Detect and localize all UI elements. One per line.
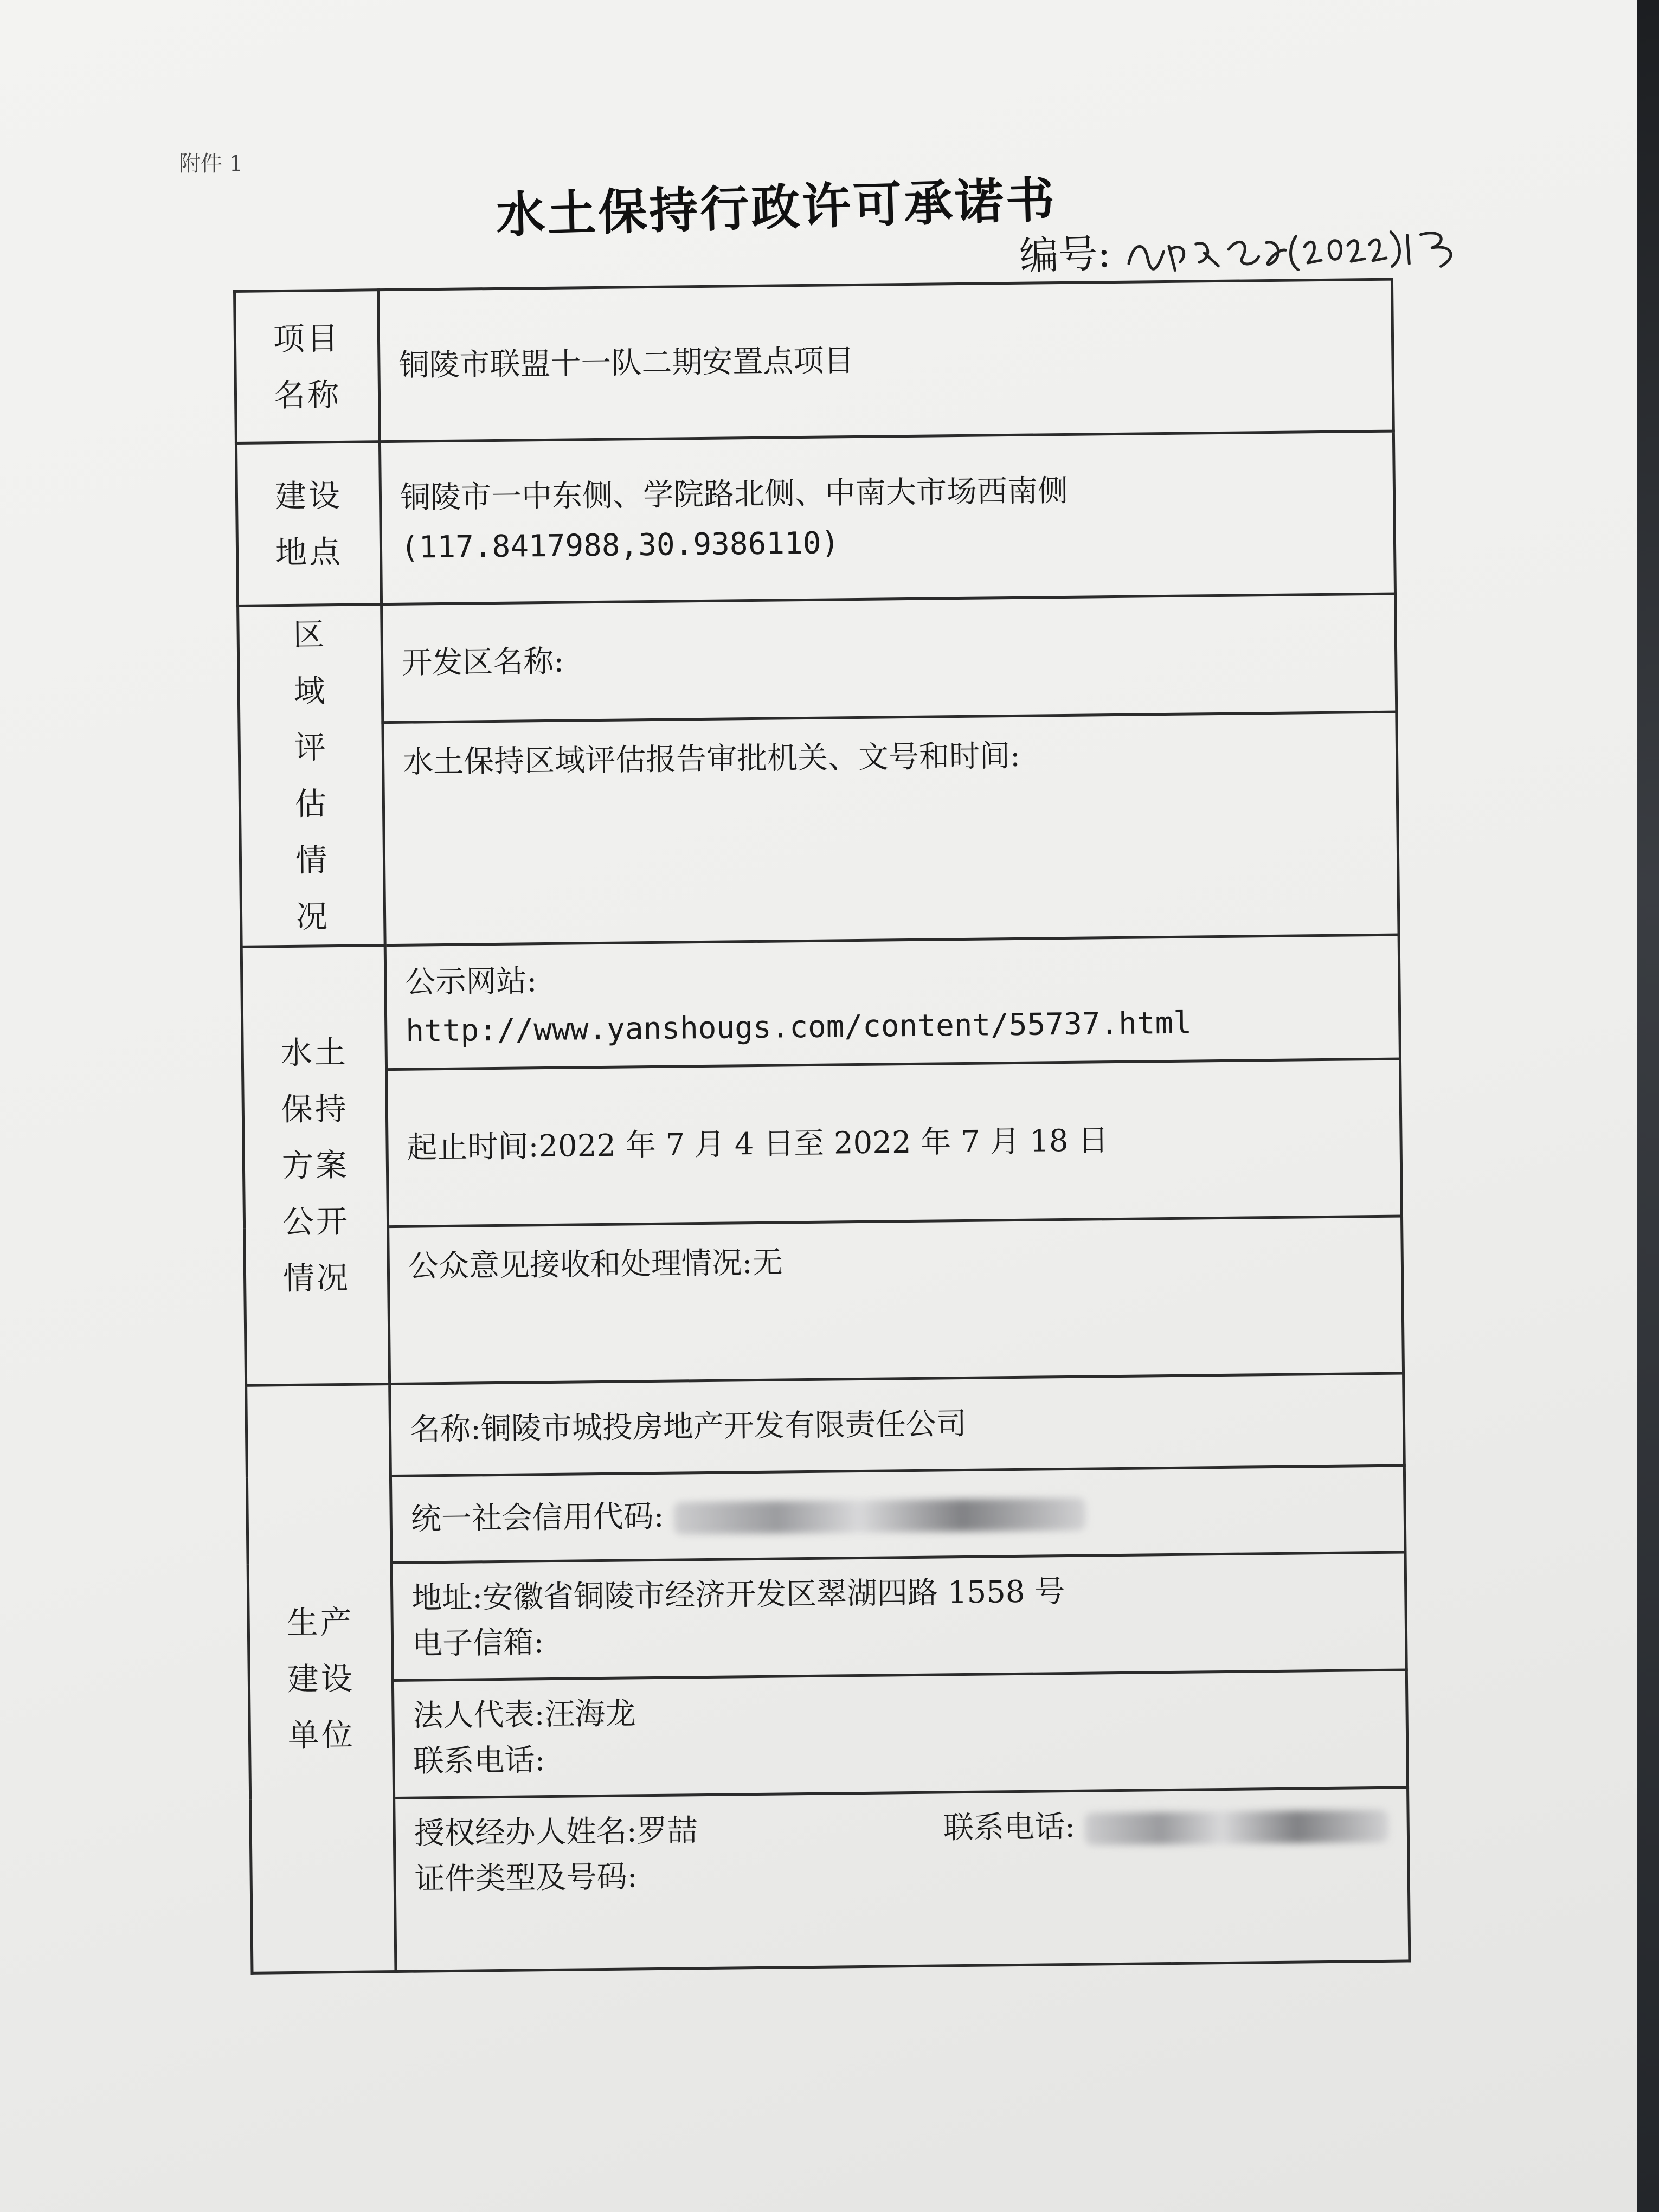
permit-form [233,278,1411,1975]
row-public-opinion [245,1216,1404,1385]
number-label: 编号: [1018,230,1112,279]
background-surface [1637,0,1659,2212]
redacted-agent-phone [1084,1809,1388,1845]
row-address [248,1552,1406,1682]
value-period [387,1059,1402,1227]
report-label: 水土保持区域评估报告审批机关、文号和时间: [402,738,1021,781]
row-project-name [235,279,1394,443]
project-name-text: 铜陵市联盟十一队二期安置点项目 [398,343,854,383]
email-label: 电子信箱: [411,1625,544,1662]
legal-phone-label: 联系电话: [413,1742,545,1779]
row-agent [250,1787,1410,1973]
unit-address: 地址:安徽省铜陵市经济开发区翠湖四路 1558 号 [411,1574,1065,1616]
value-report [383,712,1399,946]
value-unit-name [390,1373,1405,1476]
row-website [241,935,1400,1071]
label-construction-unit: 生产建设单位 [246,1384,396,1973]
value-address [391,1552,1406,1681]
public-opinion-text: 公众意见接收和处理情况:无 [408,1245,783,1284]
row-legal-rep [249,1670,1407,1799]
label-regional-assessment: 区域评估情况 [238,605,385,947]
id-type-label: 证件类型及号码: [414,1859,638,1897]
label-project-name: 项目名称 [235,290,380,443]
disclosure-period: 起止时间:2022 年 7 月 4 日至 2022 年 7 月 18 日 [407,1122,1109,1166]
row-period [243,1059,1402,1228]
redacted-credit-code [673,1498,1086,1535]
location-address: 铜陵市一中东侧、学院路北侧、中南大市场西南侧 [400,473,1069,516]
website-url: http://www.yanshougs.com/content/55737.html [405,1005,1192,1049]
attachment-label: 附件 1 [179,151,243,176]
row-regional-report [239,712,1399,947]
label-plan-disclosure: 水土保持方案公开情况 [241,946,389,1386]
document-title: 水土保持行政许可承诺书 [495,171,1058,245]
row-unit-name [246,1373,1405,1477]
website-label: 公示网站: [405,963,537,1000]
zone-name-label: 开发区名称: [401,644,564,681]
row-location [236,431,1395,606]
credit-code-label: 统一社会信用代码: [410,1499,664,1537]
agent-phone-label: 联系电话: [943,1809,1076,1846]
value-location [380,431,1395,605]
value-public-opinion [388,1216,1404,1384]
legal-representative: 法人代表:汪海龙 [413,1696,636,1734]
value-credit-code [390,1465,1405,1563]
value-zone-name [382,594,1397,723]
value-agent [394,1787,1410,1972]
location-coordinates: (117.8417988,30.9386110) [400,525,840,565]
row-regional-zone [238,594,1397,724]
value-website [385,935,1400,1070]
form-table [233,278,1411,1975]
value-legal-rep [393,1670,1407,1798]
row-credit-code [247,1465,1405,1564]
value-project-name [378,279,1394,442]
unit-name: 名称:铜陵市城投房地产开发有限责任公司 [409,1406,967,1448]
agent-name: 授权经办人姓名:罗喆 [414,1813,698,1851]
label-location: 建设地点 [236,442,381,606]
